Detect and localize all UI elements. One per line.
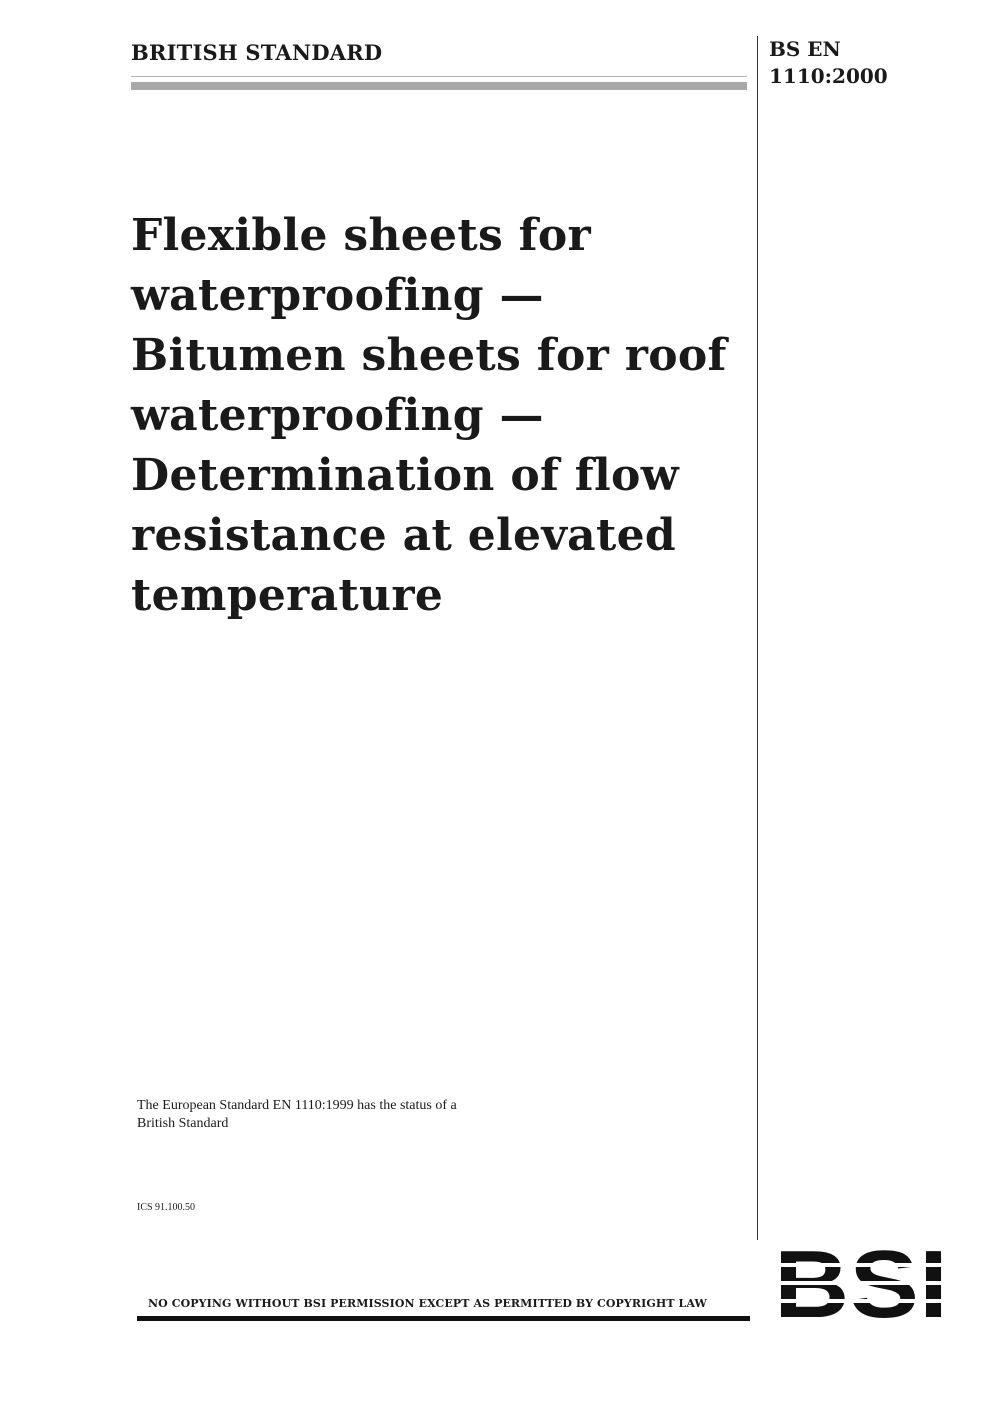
title-line: Bitumen sheets for roof [131,330,727,381]
footer-rule [137,1316,750,1321]
title-line: waterproofing — [131,390,544,441]
header-thin-rule [131,76,747,77]
title-line: resistance at elevated [131,510,676,561]
status-note-line: The European Standard EN 1110:1999 has the status of a [137,1098,457,1113]
document-number-line: 1110:2000 [769,64,888,88]
title-line: temperature [131,570,444,621]
document-number-line: BS EN [769,37,841,61]
status-note-line: British Standard [137,1116,229,1131]
ics-code: ICS 91.100.50 [137,1202,196,1213]
title-line: Determination of flow [131,450,679,501]
vertical-divider [757,36,758,1240]
title-line: Flexible sheets for [131,210,592,261]
document-title [131,206,741,626]
header-thick-rule [131,82,747,90]
status-note [137,1097,457,1133]
document-number [769,36,888,90]
bsi-logo-icon [774,1243,948,1323]
publication-type-label: BRITISH STANDARD [131,40,383,65]
copyright-notice: NO COPYING WITHOUT BSI PERMISSION EXCEPT AS PERMITTED BY COPYRIGHT LAW [148,1297,707,1310]
bsi-logo-stripes [774,1243,948,1323]
title-line: waterproofing — [131,270,544,321]
